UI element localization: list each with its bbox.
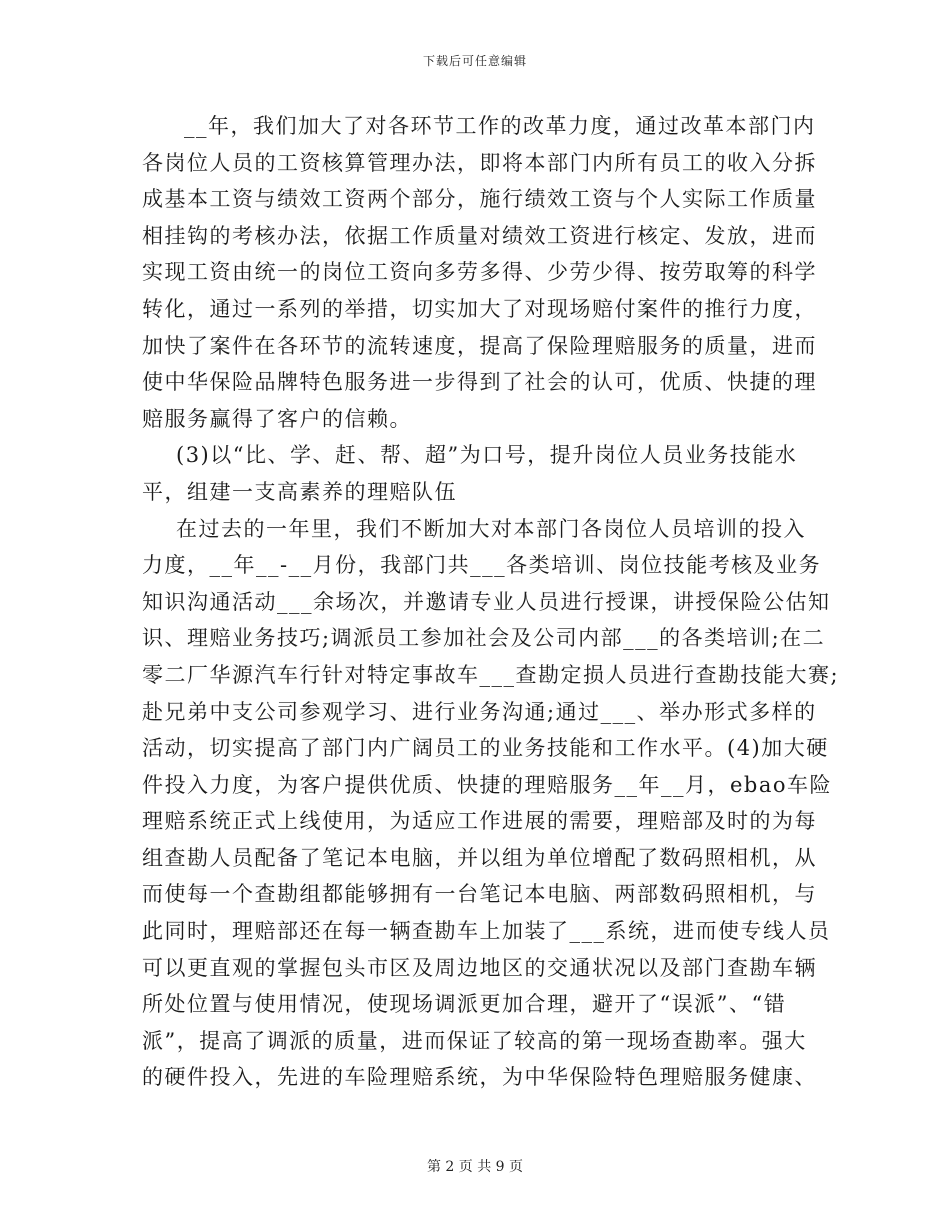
- paragraph-line: 识、理赔业务技巧;调派员工参加社会及公司内部___的各类培训;在二: [142, 626, 826, 651]
- paragraph-line: 理赔系统正式上线使用，为适应工作进展的需要，理赔部及时的为每: [142, 809, 817, 834]
- paragraph-line: 各岗位人员的工资核算管理办法，即将本部门内所有员工的收入分拆: [142, 150, 817, 175]
- paragraph-line: 力度，__年__-__月份，我部门共___各类培训、岗位技能考核及业务: [142, 553, 822, 578]
- paragraph-line: 此同时，理赔部还在每一辆查勘车上加装了___系统，进而使专线人员: [142, 919, 831, 944]
- paragraph-line: 知识沟通活动___余场次，并邀请专业人员进行授课，讲授保险公估知: [142, 589, 831, 614]
- paragraph-line: 组查勘人员配备了笔记本电脑，并以组为单位增配了数码照相机，从: [142, 845, 817, 870]
- page-header: 下载后可任意编辑: [422, 54, 527, 68]
- paragraph-line: 的硬件投入，先进的车险理赔系统，为中华保险特色理赔服务健康、: [142, 1065, 817, 1090]
- paragraph-line: 而使每一个查勘组都能够拥有一台笔记本电脑、两部数码照相机，与: [142, 882, 817, 907]
- paragraph-line: 可以更直观的掌握包头市区及周边地区的交通状况以及部门查勘车辆: [142, 955, 817, 980]
- paragraph-line: 使中华保险品牌特色服务进一步得到了社会的认可，优质、快捷的理: [142, 370, 817, 395]
- paragraph-line: 赔服务赢得了客户的信赖。: [142, 406, 412, 431]
- paragraph-line: 件投入力度，为客户提供优质、快捷的理赔服务__年__月，ebao车险: [142, 772, 833, 797]
- paragraph-line: 成基本工资与绩效工资两个部分，施行绩效工资与个人实际工作质量: [142, 187, 817, 212]
- paragraph-line: 在过去的一年里，我们不断加大对本部门各岗位人员培训的投入: [176, 516, 806, 541]
- paragraph-line: 实现工资由统一的岗位工资向多劳多得、少劳少得、按劳取筹的科学: [142, 260, 817, 285]
- paragraph-line: 赴兄弟中支公司参观学习、进行业务沟通;通过___、举办形式多样的: [142, 699, 817, 724]
- document-body: [142, 108, 840, 1096]
- section-heading-line: (3)以“比、学、赶、帮、超”为口号，提升岗位人员业务技能水: [176, 443, 798, 468]
- paragraph-line: 所处位置与使用情况，使现场调派更加合理，避开了“误派”、“错: [142, 992, 787, 1017]
- page-number: 第 2 页 共 9 页: [426, 1159, 524, 1175]
- paragraph-line: 转化，通过一系列的举措，切实加大了对现场赔付案件的推行力度，: [142, 296, 817, 321]
- paragraph-line: 活动，切实提高了部门内广阔员工的业务技能和工作水平。(4)加大硬: [142, 736, 829, 761]
- paragraph-line: 派”，提高了调派的质量，进而保证了较高的第一现场查勘率。强大: [142, 1028, 807, 1053]
- section-heading-line: 平，组建一支高素养的理赔队伍: [142, 479, 457, 504]
- paragraph-line: 零二厂华源汽车行针对特定事故车___查勘定损人员进行查勘技能大赛;: [142, 662, 840, 687]
- paragraph-line: 加快了案件在各环节的流转速度，提高了保险理赔服务的质量，进而: [142, 333, 817, 358]
- paragraph-line: __年，我们加大了对各环节工作的改革力度，通过改革本部门内: [184, 114, 816, 138]
- paragraph-line: 相挂钩的考核办法，依据工作质量对绩效工资进行核定、发放，进而: [142, 223, 817, 248]
